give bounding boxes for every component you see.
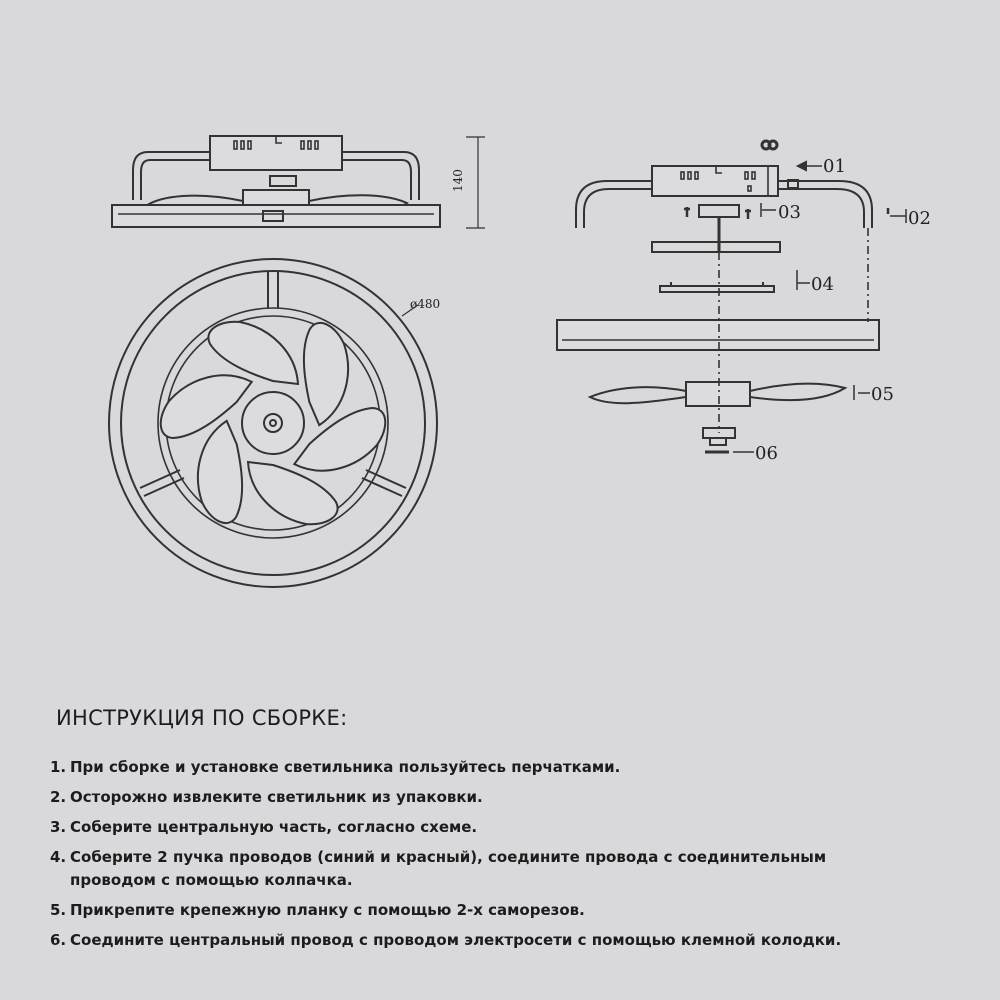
step-text: Соедините центральный провод с проводом электросети с помощью клемной колодки.	[70, 931, 842, 949]
callout-05: 05	[871, 384, 894, 405]
diameter-dimension: ø480	[410, 297, 441, 311]
instruction-step	[50, 756, 950, 779]
callout-06: 06	[755, 443, 778, 464]
step-text: Соберите центральную часть, согласно схеме.	[70, 818, 478, 836]
callout-03: 03	[778, 202, 801, 223]
step-text: Прикрепите крепежную планку с помощью 2-х саморезов.	[70, 901, 585, 919]
step-number: 3.	[50, 818, 67, 836]
callout-02: 02	[908, 208, 931, 229]
instruction-step	[50, 846, 950, 892]
step-text: Осторожно извлеките светильник из упаковки.	[70, 788, 483, 806]
step-text: При сборке и установке светильника пользуйтесь перчатками.	[70, 758, 621, 776]
instruction-step	[50, 816, 950, 839]
instruction-step	[50, 786, 950, 809]
height-dimension: 140	[451, 169, 465, 192]
exploded-view	[557, 141, 906, 452]
instruction-steps	[50, 756, 950, 952]
step-number: 4.	[50, 848, 67, 866]
side-view	[112, 136, 485, 228]
top-view	[109, 259, 437, 587]
instruction-step	[50, 929, 950, 952]
step-text: Соберите 2 пучка проводов (синий и красный), соедините провода с соединительным проводом с помощью колпачка.	[70, 848, 827, 889]
instructions-title: ИНСТРУКЦИЯ ПО СБОРКЕ:	[56, 706, 348, 730]
callout-04: 04	[811, 274, 834, 295]
callout-01: 01	[823, 156, 846, 177]
step-number: 1.	[50, 758, 67, 776]
instruction-step	[50, 899, 950, 922]
step-number: 6.	[50, 931, 67, 949]
step-number: 5.	[50, 901, 67, 919]
assembly-instructions	[50, 706, 950, 959]
step-number: 2.	[50, 788, 67, 806]
